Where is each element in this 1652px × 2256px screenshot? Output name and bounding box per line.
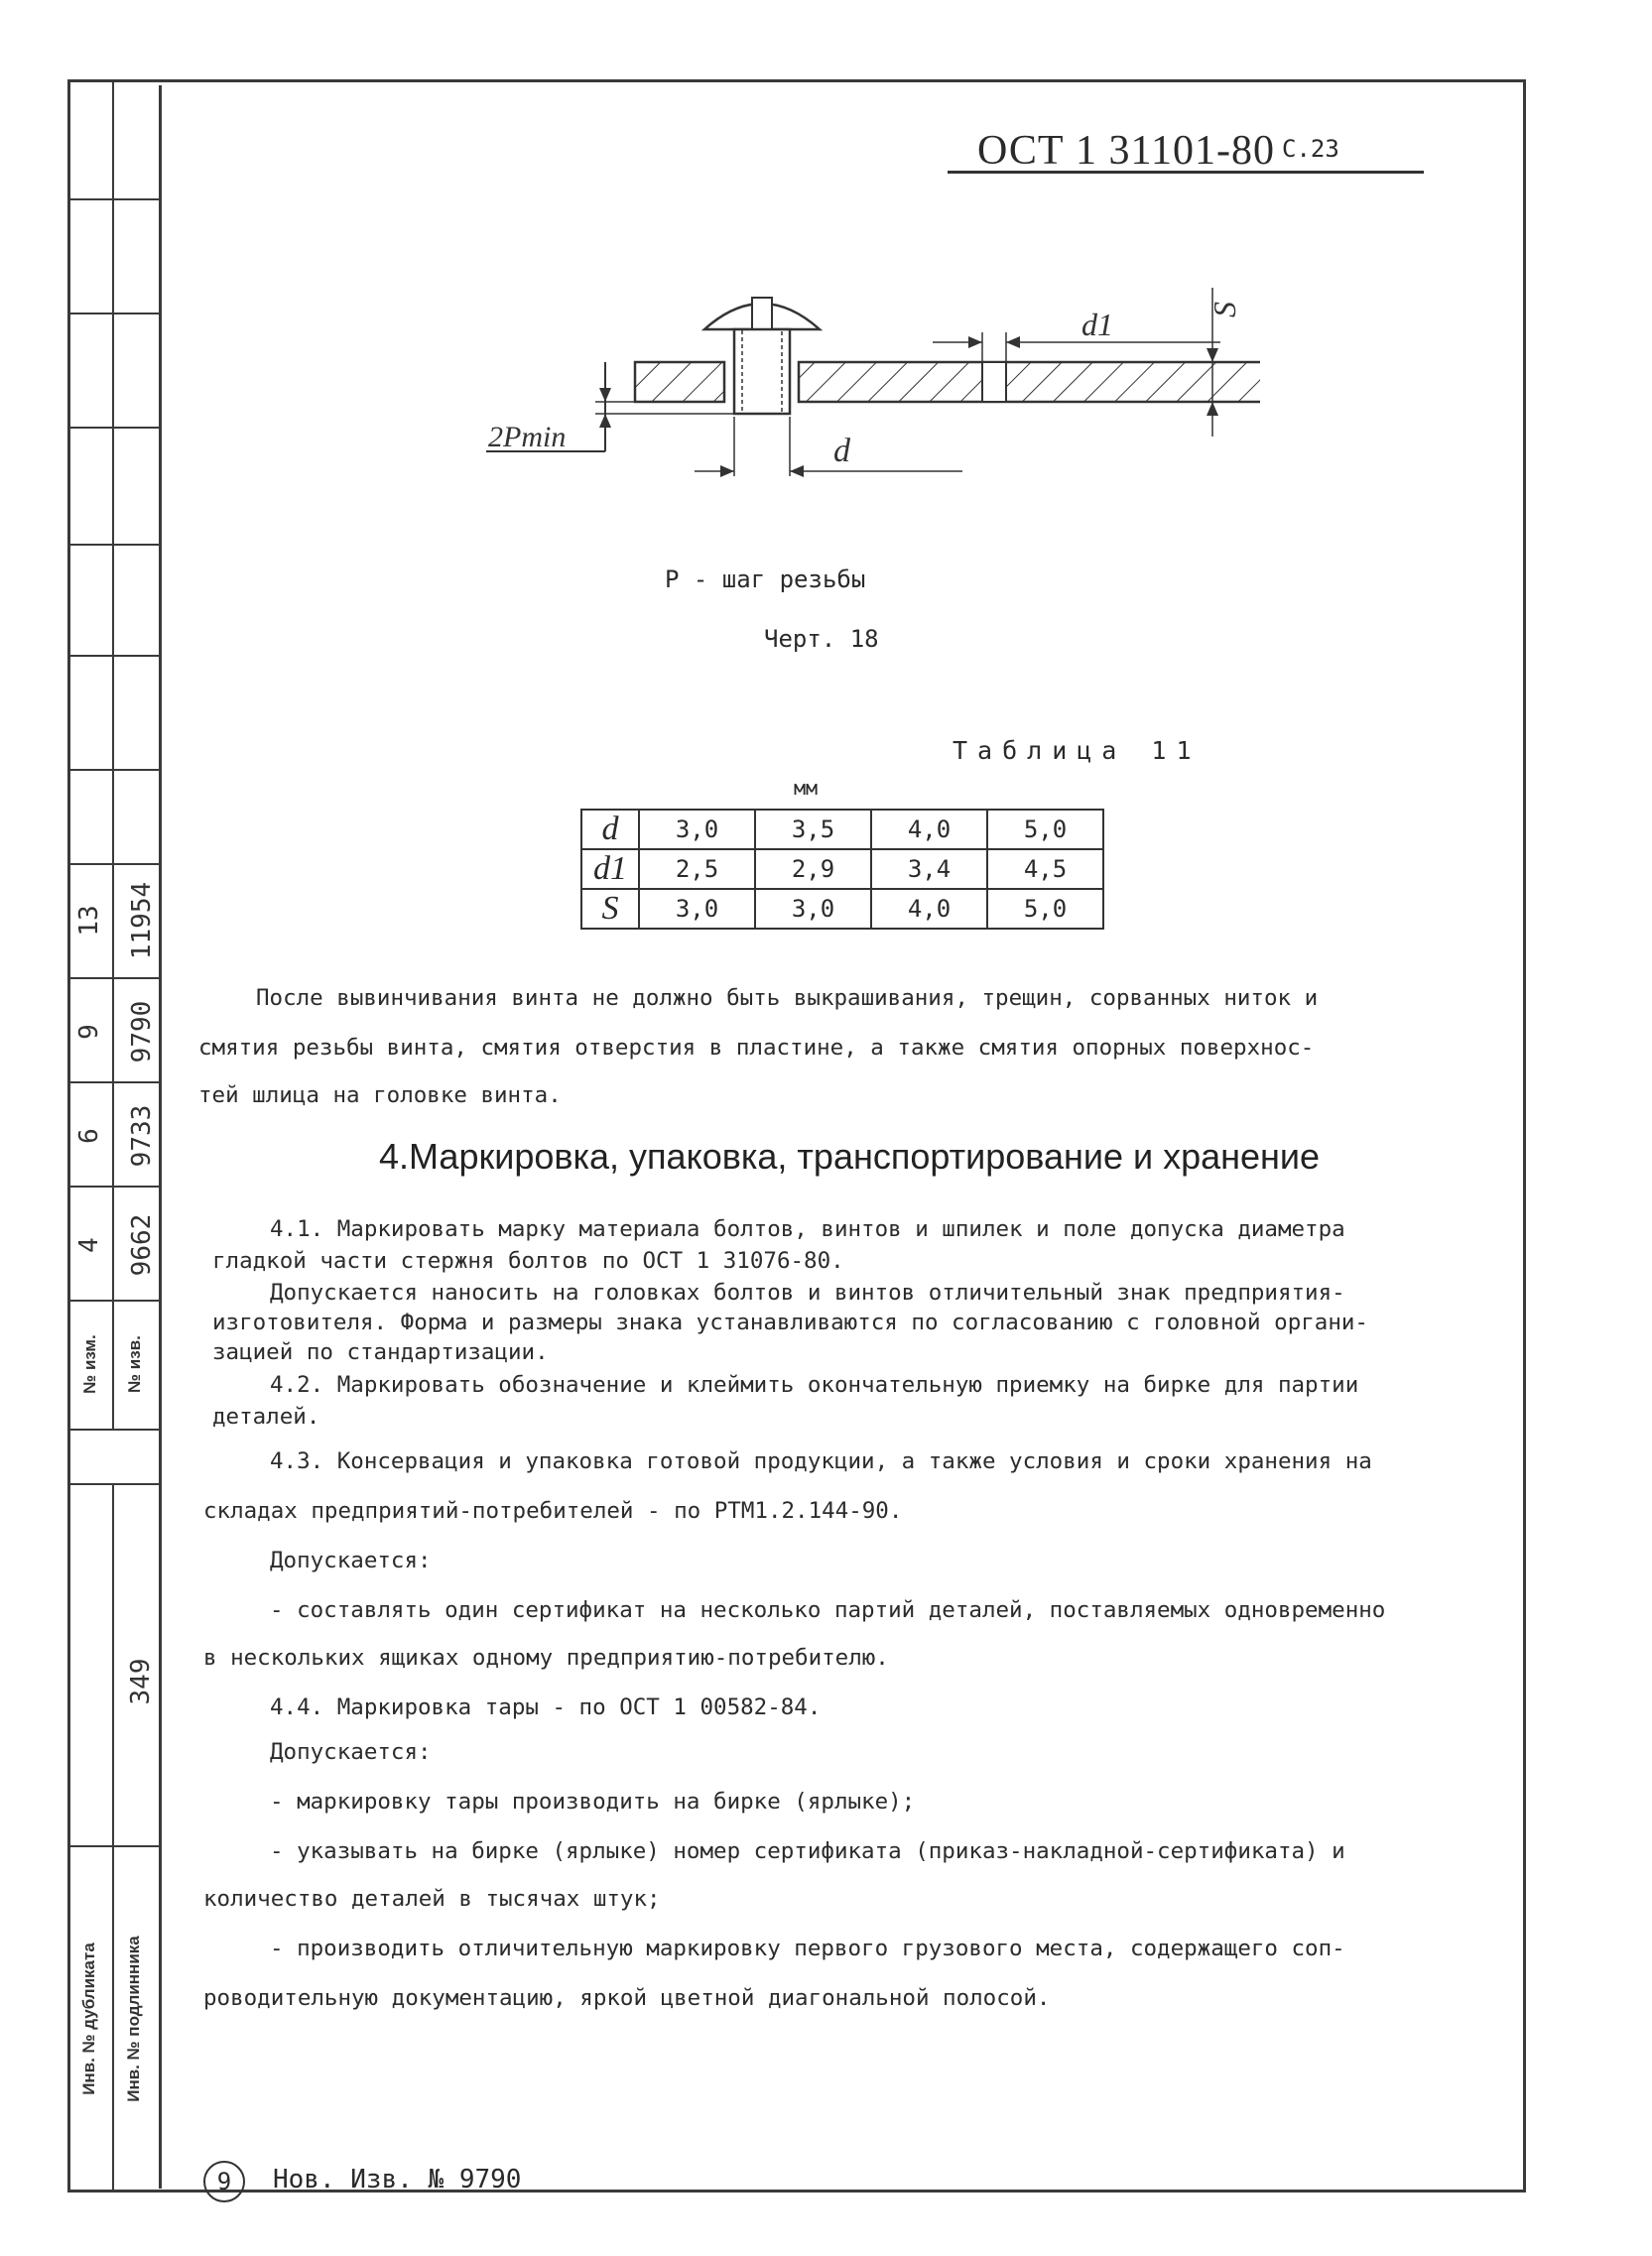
- row-label: d1: [581, 849, 639, 889]
- paragraph-line: в нескольких ящиках одному предприятию-потребителю.: [203, 1645, 889, 1671]
- document-code: ОСТ 1 31101-80: [977, 128, 1275, 174]
- paragraph-line: тей шлица на головке винта.: [198, 1082, 562, 1108]
- figure-caption: Черт. 18: [764, 625, 879, 653]
- table-cell: 4,5: [987, 849, 1103, 889]
- table-cell: 5,0: [987, 889, 1103, 929]
- sidebar-line: [67, 544, 159, 546]
- sidebar-line: [67, 198, 159, 200]
- paragraph-line: 4.2. Маркировать обозначение и клеймить окончательную приемку на бирке для партии: [270, 1372, 1359, 1398]
- table-cell: 3,5: [755, 810, 871, 849]
- paragraph-line: - маркировку тары производить на бирке (ярлыке);: [270, 1789, 916, 1815]
- table-cell: 3,4: [871, 849, 987, 889]
- dimensions-table: [580, 809, 1104, 930]
- paragraph-line: - составлять один сертификат на несколько партий деталей, поставляемых одновременно: [270, 1597, 1386, 1623]
- sidebar-line: [67, 313, 159, 314]
- paragraph-line: изготовителя. Форма и размеры знака устанавливаются по согласованию с головной органи-: [212, 1310, 1368, 1335]
- sidebar-line: [67, 1300, 159, 1302]
- screw-plate-drawing: [466, 278, 1260, 506]
- sidebar-doc-number: 9733: [127, 1104, 157, 1168]
- figure-legend: Р - шаг резьбы: [665, 565, 866, 593]
- paragraph-line: роводительную документацию, яркой цветной диагональной полосой.: [203, 1985, 1051, 2011]
- table-unit: мм: [794, 776, 819, 800]
- table-row: [581, 849, 1103, 889]
- row-label: d: [581, 810, 639, 849]
- sidebar-line: [67, 427, 159, 429]
- revision-circle: 9: [203, 2161, 245, 2202]
- label-d: d: [833, 433, 850, 469]
- sidebar-change-number: 6: [74, 1128, 104, 1144]
- page-number: С.23: [1282, 135, 1339, 163]
- table-row: [581, 889, 1103, 929]
- sidebar-line: [67, 769, 159, 771]
- label-s: S: [1207, 302, 1242, 317]
- header-underline: [948, 171, 1424, 174]
- paragraph-line: 4.1. Маркировать марку материала болтов, винтов и шпилек и поле допуска диаметра: [270, 1216, 1345, 1242]
- paragraph-line: деталей.: [212, 1404, 320, 1430]
- sidebar-doc-number: 9662: [127, 1213, 157, 1277]
- row-label: S: [581, 889, 639, 929]
- sidebar-doc-number: 11954: [127, 881, 157, 960]
- table-cell: 2,9: [755, 849, 871, 889]
- sidebar-line: [67, 1429, 159, 1431]
- paragraph-line: количество деталей в тысячах штук;: [203, 1886, 661, 1912]
- sidebar-doc-number: 9790: [127, 1000, 157, 1064]
- paragraph-line: - производить отличительную маркировку первого грузового места, содержащего соп-: [270, 1936, 1345, 1961]
- revision-note: Нов. Изв. № 9790: [273, 2165, 522, 2194]
- table-cell: 4,0: [871, 810, 987, 849]
- table-cell: 3,0: [639, 810, 755, 849]
- paragraph-line: Допускается:: [270, 1548, 432, 1573]
- paragraph-line: После вывинчивания винта не должно быть выкрашивания, трещин, сорванных ниток и: [256, 985, 1319, 1011]
- paragraph-line: зацией по стандартизации.: [212, 1339, 549, 1365]
- sidebar-line: [67, 1845, 159, 1847]
- sidebar-change-number: 9: [74, 1024, 104, 1040]
- paragraph-line: Допускается наносить на головках болтов и винтов отличительный знак предприятия-: [270, 1280, 1345, 1306]
- sidebar-label-change: № изм.: [80, 1334, 99, 1394]
- sidebar-line: [67, 655, 159, 657]
- table-row: [581, 810, 1103, 849]
- label-2pmin: 2Pmin: [488, 421, 567, 453]
- sidebar-column-divider-top: [112, 79, 114, 1429]
- section-title: 4.Маркировка, упаковка, транспортирование и хранение: [379, 1136, 1321, 1177]
- paragraph-line: Допускается:: [270, 1739, 432, 1765]
- table-cell: 5,0: [987, 810, 1103, 849]
- paragraph-line: складах предприятий-потребителей - по РТМ1.2.144-90.: [203, 1498, 903, 1524]
- paragraph-line: - указывать на бирке (ярлыке) номер сертификата (приказ-накладной-сертификата) и: [270, 1838, 1345, 1864]
- table-cell: 2,5: [639, 849, 755, 889]
- sidebar-label-doc: № изв.: [125, 1335, 144, 1393]
- sidebar-change-number: 13: [74, 905, 104, 937]
- paragraph-line: гладкой части стержня болтов по ОСТ 1 31076-80.: [212, 1248, 844, 1274]
- table-cell: 3,0: [639, 889, 755, 929]
- sidebar-column-divider-bottom: [112, 1483, 114, 2193]
- sidebar-label-original: Инв. № подлинника: [124, 1936, 143, 2102]
- paragraph-line: смятия резьбы винта, смятия отверстия в пластине, а также смятия опорных поверхнос-: [198, 1035, 1315, 1061]
- paragraph-line: 4.3. Консервация и упаковка готовой продукции, а также условия и сроки хранения на: [270, 1448, 1372, 1474]
- paragraph-line: 4.4. Маркировка тары - по ОСТ 1 00582-84.: [270, 1694, 822, 1720]
- table-cell: 4,0: [871, 889, 987, 929]
- sidebar-label-duplicate: Инв. № дубликата: [79, 1943, 98, 2095]
- table-cell: 3,0: [755, 889, 871, 929]
- sidebar-line: [67, 863, 159, 865]
- sidebar-archive-number: 349: [126, 1658, 156, 1705]
- table-title: Таблица 11: [953, 736, 1202, 765]
- label-d1: d1: [1081, 307, 1113, 342]
- sidebar-change-number: 4: [74, 1237, 104, 1253]
- sidebar-line: [67, 1483, 159, 1485]
